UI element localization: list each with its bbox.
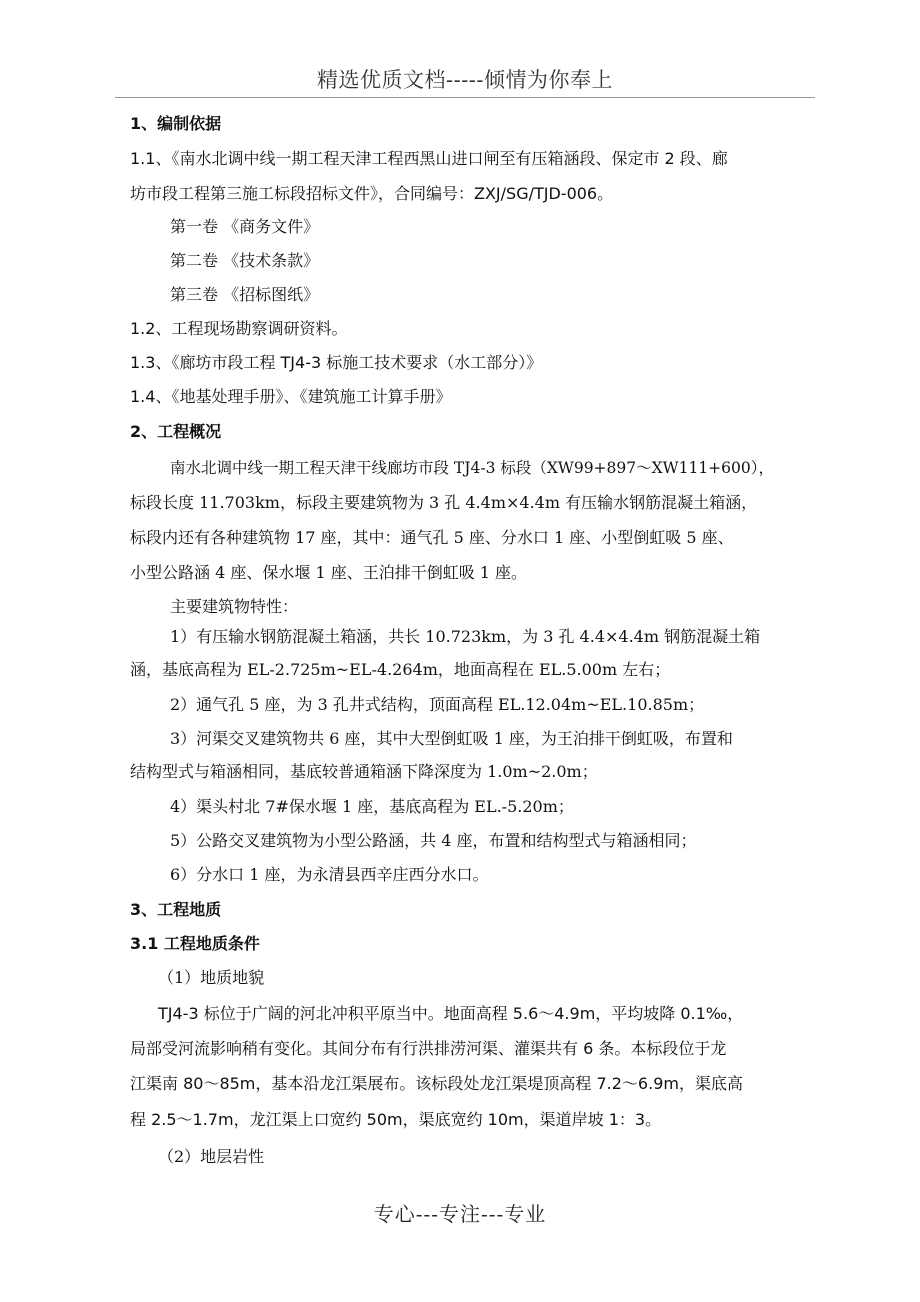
feature-4: 4）渠头村北 7#保水堰 1 座，基底高程为 EL.-5.20m； — [170, 797, 574, 816]
feature-5: 5）公路交叉建筑物为小型公路涵，共 4 座，布置和结构型式与箱涵相同； — [170, 831, 697, 850]
ref-1-1-line-1: 1.1、《南水北调中线一期工程天津工程西黑山进口闸至有压箱涵段、保定市 2 段、廊 — [130, 149, 728, 168]
ref-1-2: 1.2、工程现场勘察调研资料。 — [130, 319, 348, 338]
page-footer: 专心---专注---专业 — [373, 1202, 547, 1226]
section-heading-3: 3、工程地质 — [130, 900, 222, 919]
ref-1-4: 1.4、《地基处理手册》、《建筑施工计算手册》 — [130, 387, 452, 406]
overview-line-2: 标段长度 11.703km，标段主要建筑物为 3 孔 4.4m×4.4m 有压输水钢筋混凝土箱涵， — [130, 493, 758, 512]
topography-title: （1）地质地貌 — [158, 968, 265, 987]
overview-line-4: 小型公路涵 4 座、保水堰 1 座、王泊排干倒虹吸 1 座。 — [130, 563, 528, 582]
features-title: 主要建筑物特性： — [170, 597, 299, 616]
section-heading-2: 2、工程概况 — [130, 422, 222, 441]
feature-3-line-1: 3）河渠交叉建筑物共 6 座，其中大型倒虹吸 1 座，为王泊排干倒虹吸，布置和 — [170, 729, 733, 748]
subsection-heading-3-1: 3.1 工程地质条件 — [130, 934, 260, 953]
volume-2: 第二卷 《技术条款》 — [170, 251, 320, 270]
topography-line-4: 程 2.5～1.7m，龙江渠上口宽约 50m，渠底宽约 10m，渠道岸坡 1：3。 — [130, 1110, 662, 1129]
feature-2: 2）通气孔 5 座，为 3 孔井式结构，顶面高程 EL.12.04m~EL.10.85m； — [170, 695, 705, 714]
ref-1-1-line-2: 坊市段工程第三施工标段招标文件》，合同编号：ZXJ/SG/TJD-006。 — [130, 184, 614, 203]
feature-3-line-2: 结构型式与箱涵相同，基底较普通箱涵下降深度为 1.0m~2.0m； — [130, 762, 598, 781]
header-divider — [115, 97, 815, 98]
volume-1: 第一卷 《商务文件》 — [170, 217, 320, 236]
topography-line-2: 局部受河流影响稍有变化。其间分布有行洪排涝河渠、灌渠共有 6 条。本标段位于龙 — [130, 1039, 727, 1058]
topography-line-3: 江渠南 80～85m，基本沿龙江渠展布。该标段处龙江渠堤顶高程 7.2～6.9m，渠底高 — [130, 1074, 743, 1093]
volume-3: 第三卷 《招标图纸》 — [170, 285, 320, 304]
feature-1-line-2: 涵，基底高程为 EL-2.725m~EL-4.264m，地面高程在 EL.5.00m 左右； — [130, 660, 671, 679]
page-header: 精选优质文档-----倾情为你奉上 — [317, 68, 613, 92]
ref-1-3: 1.3、《廊坊市段工程 TJ4-3 标施工技术要求（水工部分）》 — [130, 353, 543, 372]
overview-line-1: 南水北调中线一期工程天津干线廊坊市段 TJ4-3 标段（XW99+897～XW111+600）， — [170, 459, 775, 477]
overview-line-3: 标段内还有各种建筑物 17 座，其中：通气孔 5 座、分水口 1 座、小型倒虹吸 5 座、 — [130, 528, 734, 547]
section-heading-1: 1、编制依据 — [130, 114, 222, 133]
topography-line-1: TJ4-3 标位于广阔的河北冲积平原当中。地面高程 5.6～4.9m，平均坡降 0.1‰， — [158, 1004, 744, 1023]
strata-title: （2）地层岩性 — [158, 1147, 265, 1166]
feature-6: 6）分水口 1 座，为永清县西辛庄西分水口。 — [170, 865, 489, 884]
feature-1-line-1: 1）有压输水钢筋混凝土箱涵，共长 10.723km，为 3 孔 4.4×4.4m 钢筋混凝土箱 — [170, 627, 761, 646]
